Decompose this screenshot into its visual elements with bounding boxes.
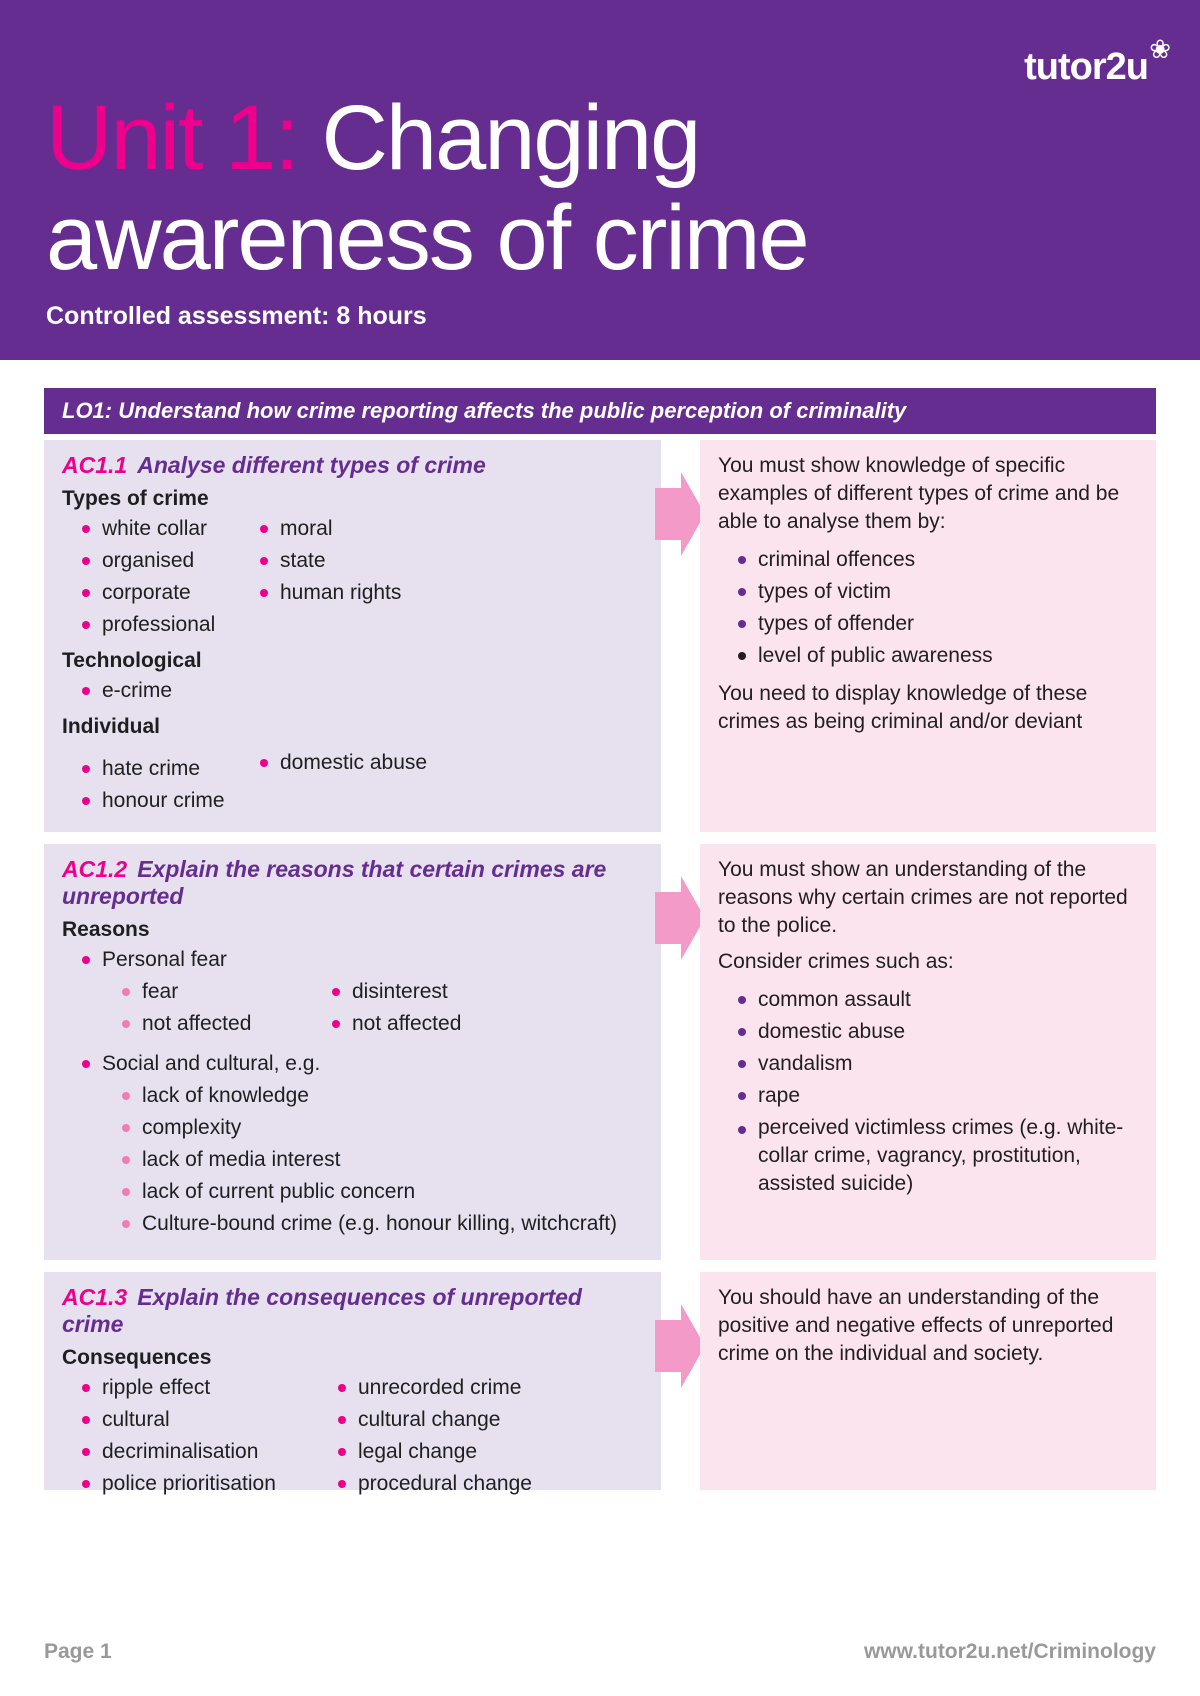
list-item: Personal fear (62, 944, 643, 976)
list-item: level of public awareness (718, 640, 1138, 672)
title-line2: awareness of crime (46, 187, 808, 289)
list-item: state (240, 545, 401, 577)
title-unit: Unit 1: (46, 87, 298, 189)
ac3-guidance: You should have an understanding of the positive and negative effects of unreported crime on the individual and society. (718, 1286, 1114, 1365)
footer-url[interactable]: www.tutor2u.net/Criminology (863, 1640, 1156, 1663)
list-item: Culture-bound crime (e.g. honour killing, witchcraft) (62, 1208, 643, 1240)
list-item: complexity (62, 1112, 643, 1144)
list-item: unrecorded crime (318, 1372, 532, 1404)
list-item: common assault (718, 984, 1138, 1016)
ac2-right-panel (700, 844, 1156, 1260)
ac2-left-panel (44, 844, 661, 1260)
list-item: honour crime (62, 785, 240, 817)
logo-text: tutor2u (1024, 46, 1148, 88)
ac3-title (62, 1284, 643, 1338)
list-item: lack of knowledge (62, 1080, 643, 1112)
flower-icon: ❀ (1149, 34, 1170, 64)
list-item: perceived victimless crimes (e.g. white-collar crime, vagrancy, prostitution, assisted suicide) (718, 1114, 1138, 1198)
reasons-heading: Reasons (62, 918, 150, 941)
list-item: criminal offences (718, 544, 1138, 576)
subtitle: Controlled assessment: 8 hours (46, 302, 427, 330)
tutor2u-logo (1024, 34, 1170, 89)
list-item: lack of current public concern (62, 1176, 643, 1208)
consequences-heading: Consequences (62, 1346, 212, 1369)
ac1-guidance: You must show knowledge of specific examples of different types of crime and be able to analyse them by: (718, 454, 1120, 533)
ac1-title-text: Analyse different types of crime (137, 452, 486, 478)
list-item: not affected (312, 1008, 461, 1040)
list-item: moral (240, 513, 401, 545)
page-title (46, 88, 808, 288)
header-banner (0, 0, 1200, 360)
list-item: types of victim (718, 576, 1138, 608)
ac2-guidance: You must show an understanding of the reasons why certain crimes are not reported to the police. (718, 858, 1128, 937)
ac2-title-text: Explain the reasons that certain crimes are unreported (62, 856, 607, 909)
list-item: cultural (62, 1404, 318, 1436)
list-item: procedural change (318, 1468, 532, 1500)
list-item: human rights (240, 577, 401, 609)
list-item: domestic abuse (240, 747, 427, 779)
list-item: Social and cultural, e.g. (62, 1048, 643, 1080)
list-item: rape (718, 1080, 1138, 1112)
ac1-number: AC1.1 (62, 452, 128, 478)
ac2-title (62, 856, 643, 910)
ac2-guidance-2: Consider crimes such as: (718, 950, 954, 973)
ac1-right-panel (700, 440, 1156, 832)
technological-heading: Technological (62, 649, 202, 672)
list-item: not affected (62, 1008, 312, 1040)
list-item: e-crime (62, 675, 643, 707)
list-item: ripple effect (62, 1372, 318, 1404)
list-item: fear (62, 976, 312, 1008)
list-item: lack of media interest (62, 1144, 643, 1176)
title-line1: Changing (321, 87, 700, 189)
ac3-right-panel (700, 1272, 1156, 1490)
list-item: organised (62, 545, 240, 577)
list-item: police prioritisation (62, 1468, 318, 1500)
list-item: corporate (62, 577, 240, 609)
ac3-number: AC1.3 (62, 1284, 128, 1310)
ac1-left-panel (44, 440, 661, 832)
list-item: vandalism (718, 1048, 1138, 1080)
ac3-title-text: Explain the consequences of unreported crime (62, 1284, 582, 1337)
types-heading: Types of crime (62, 487, 209, 510)
ac1-guidance-2: You need to display knowledge of these crimes as being criminal and/or deviant (718, 682, 1088, 733)
list-item: legal change (318, 1436, 532, 1468)
page-number: Page 1 (44, 1640, 112, 1663)
learning-outcome-bar: LO1: Understand how crime reporting affects the public perception of criminality (44, 388, 1156, 434)
ac3-left-panel (44, 1272, 661, 1495)
individual-heading: Individual (62, 715, 161, 738)
list-item: professional (62, 609, 240, 641)
arrow-right-icon (655, 472, 705, 556)
arrow-right-icon (655, 876, 705, 960)
arrow-right-icon (655, 1304, 705, 1388)
list-item: cultural change (318, 1404, 532, 1436)
list-item: white collar (62, 513, 240, 545)
list-item: disinterest (312, 976, 461, 1008)
list-item: types of offender (718, 608, 1138, 640)
ac1-title (62, 452, 643, 479)
ac2-number: AC1.2 (62, 856, 128, 882)
list-item: hate crime (62, 753, 240, 785)
list-item: domestic abuse (718, 1016, 1138, 1048)
list-item: decriminalisation (62, 1436, 318, 1468)
